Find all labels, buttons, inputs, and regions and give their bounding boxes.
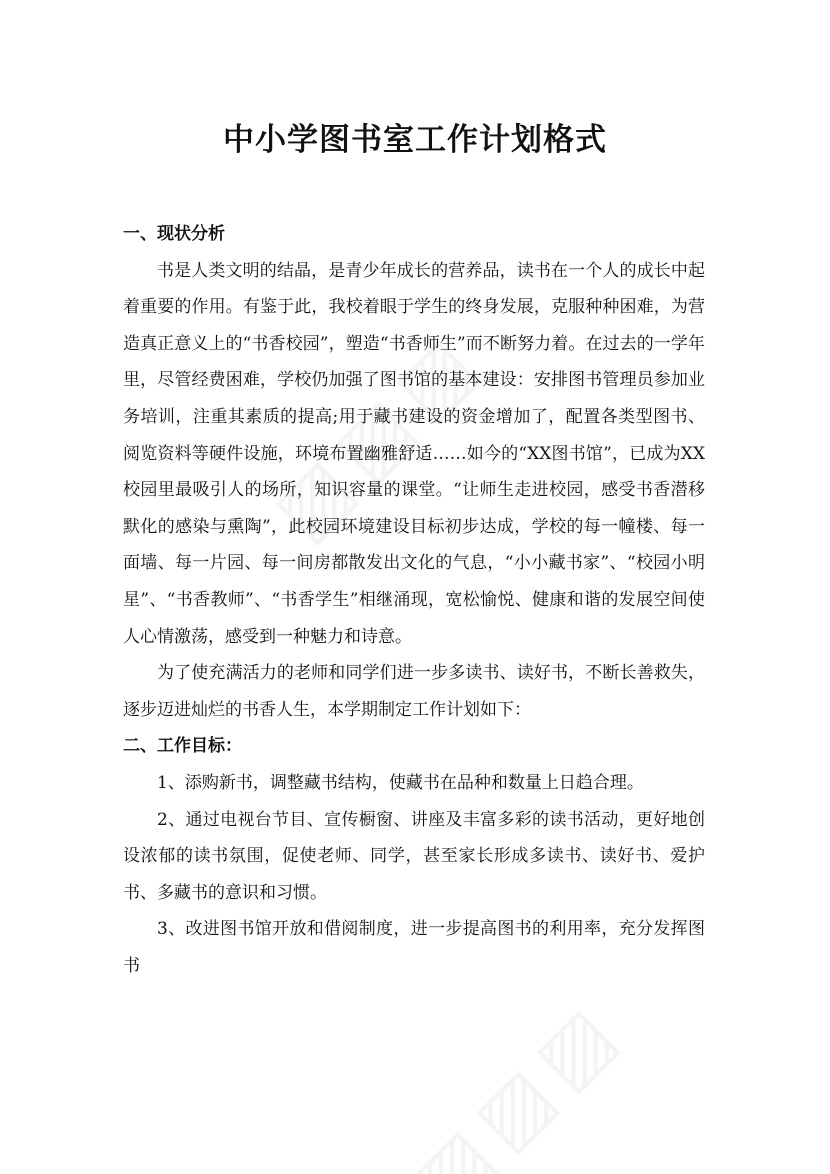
page-title: 中小学图书室工作计划格式 (223, 122, 607, 158)
list-item: 1、添购新书，调整藏书结构，使藏书在品种和数量上日趋合理。 (157, 772, 644, 793)
section-heading-status-analysis: 一、现状分析 (123, 224, 225, 244)
paragraph: 书是人类文明的结晶，是青少年成长的营养品，读书在一个人的成长中起着重要的作用。有鉴于此，我校着眼于学生的终身发展，克服种种困难，为营造真正意义上的“书香校园”，塑造“书香师生”而不断努力着。在过去的一学年里，尽管经费困难，学校仍加强了图书馆的基本建设：安排图书管理员参加业务培训，注重其素质的提高;用于藏书建设的资金增加了，配置各类型图书、阅览资料等硬件设施，环境布置幽雅舒适……如今的“XX图书馆”，已成为XX校园里最吸引人的场所，知识容量的课堂。“让师生走进校园，感受书香潜移默化的感染与熏陶”，此校园环境建设目标初步达成，学校的每一幢楼、每一面墙、每一片园、每一间房都散发出文化的气息，“小小藏书家”、“校园小明星”、“书香教师”、“书香学生”相继涌现，宽松愉悦、健康和谐的发展空间使人心情激荡，感受到一种魅力和诗意。 (123, 260, 705, 647)
section-heading-work-goals: 二、工作目标： (123, 736, 242, 757)
list-item: 2、通过电视台节目、宣传橱窗、讲座及丰富多彩的读书活动，更好地创设浓郁的读书氛围，促使老师、同学，甚至家长形成多读书、读好书、爱护书、多藏书的意识和习惯。 (123, 809, 705, 903)
paragraph: 为了使充满活力的老师和同学们进一步多读书、读好书，不断长善救失，逐步迈进灿烂的书香人生，本学期制定工作计划如下： (123, 663, 705, 720)
document-body (123, 216, 705, 984)
list-item: 3、改进图书馆开放和借阅制度，进一步提高图书的利用率，充分发挥图书 (123, 919, 705, 976)
watermark-icon (396, 982, 641, 1174)
